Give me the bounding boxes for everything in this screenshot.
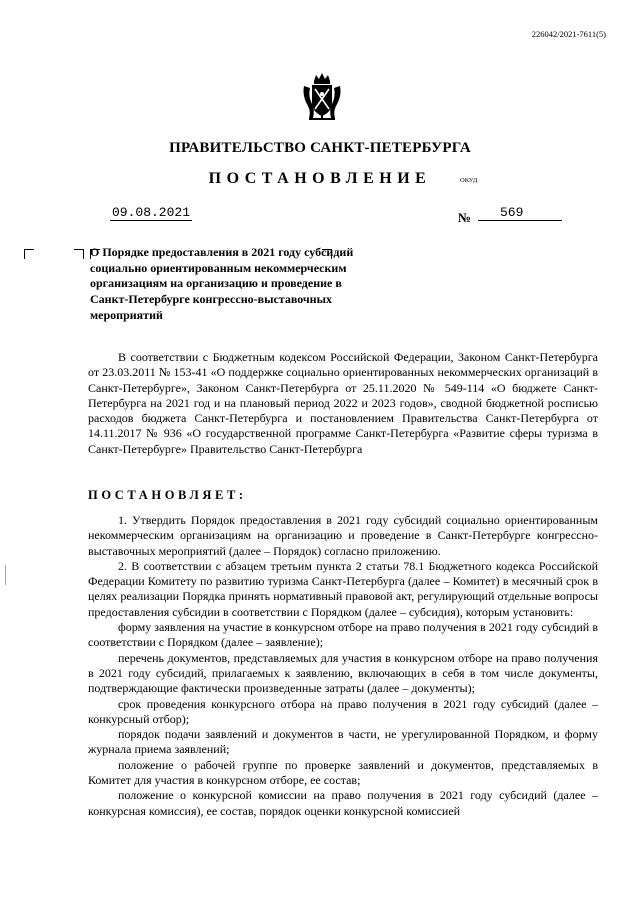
paragraph: срок проведения конкурсного отбора на право получения в 2021 году субсидий (далее – конкурсный отбор);	[88, 696, 598, 726]
preamble-text: В соответствии с Бюджетным кодексом Российской Федерации, Законом Санкт-Петербурга от 23.03.2011 № 153-41 «О поддержке социально ориентированных некоммерческих организаций в Санкт-Петербурге», Законом Санкт-Петербурга от 25.11.2020 № 549-114 «О бюджете Санкт-Петербурга на 2021 год и на плановый период 2022 и 2023 годов», сводной бюджетной росписью расходов бюджета Санкт-Петербурга и постановлением Правительства Санкт-Петербурга от 14.11.2017 № 936 «О государственной программе Санкт-Петербурга «Развитие сферы туризма в Санкт-Петербурге» Правительство Санкт-Петербурга	[88, 350, 598, 456]
margin-mark	[5, 565, 6, 585]
paragraph: 1. Утвердить Порядок предоставления в 2021 году субсидий социально ориентированным некоммерческим организациям на организацию и проведение в Санкт-Петербурге конгрессно-выставочных мероприятий (далее – Порядок) согласно приложению.	[88, 513, 598, 558]
paragraph: положение о конкурсной комиссии на право получения в 2021 году субсидий (далее – конкурсная комиссия), ее состав, порядок оценки конкурсной комиссией	[88, 788, 598, 818]
paragraph: форму заявления на участие в конкурсном отборе на право получения в 2021 году субсидий в соответствии с Порядком (далее – заявление);	[88, 620, 598, 650]
paragraph: порядок подачи заявлений и документов в части, не урегулированной Порядком, и форму журнала приема заявлений;	[88, 727, 598, 757]
government-heading: ПРАВИТЕЛЬСТВО САНКТ-ПЕТЕРБУРГА	[169, 140, 471, 156]
decree-body	[88, 513, 598, 819]
number-label: №	[458, 210, 472, 225]
corner-mark	[24, 249, 34, 259]
paragraph: положение о рабочей группе по проверке заявлений и документов, представляемых в Комитет для участия в конкурсном отборе, ее состав;	[88, 757, 598, 788]
okud-label: ОКУД	[460, 177, 478, 184]
decree-heading: ПОСТАНОВЛЯЕТ:	[88, 488, 247, 502]
corner-mark	[74, 249, 84, 259]
document-number: 226042/2021-7611(5)	[531, 29, 606, 39]
document-title: О Порядке предоставления в 2021 году субсидий социально ориентированным некоммерческим организациям на организацию и проведение в Санкт-Петербурге конгрессно-выставочных мероприятий	[90, 245, 354, 322]
coat-of-arms-emblem	[301, 72, 343, 124]
document-number-value: 569	[478, 205, 562, 221]
paragraph: перечень документов, представляемых для участия в конкурсном отборе на право получения в 2021 году субсидий, прилагаемых к заявлению, включающих в себя в том числе документы, подтверждающие фактически произведенные затраты (далее – документы);	[88, 650, 598, 696]
paragraph: 2. В соответствии с абзацем третьим пункта 2 статьи 78.1 Бюджетного кодекса Российской Федерации Комитету по развитию туризма Санкт-Петербурга (далее – Комитет) в месячный срок в целях реализации Порядка принять нормативный правовой акт, регулирующий отдельные вопросы предоставления субсидии в соответствии с Порядком (далее – субсидия), которым установить:	[88, 558, 598, 619]
document-date: 09.08.2021	[111, 205, 190, 220]
document-type-heading: ПОСТАНОВЛЕНИЕ	[208, 170, 432, 187]
